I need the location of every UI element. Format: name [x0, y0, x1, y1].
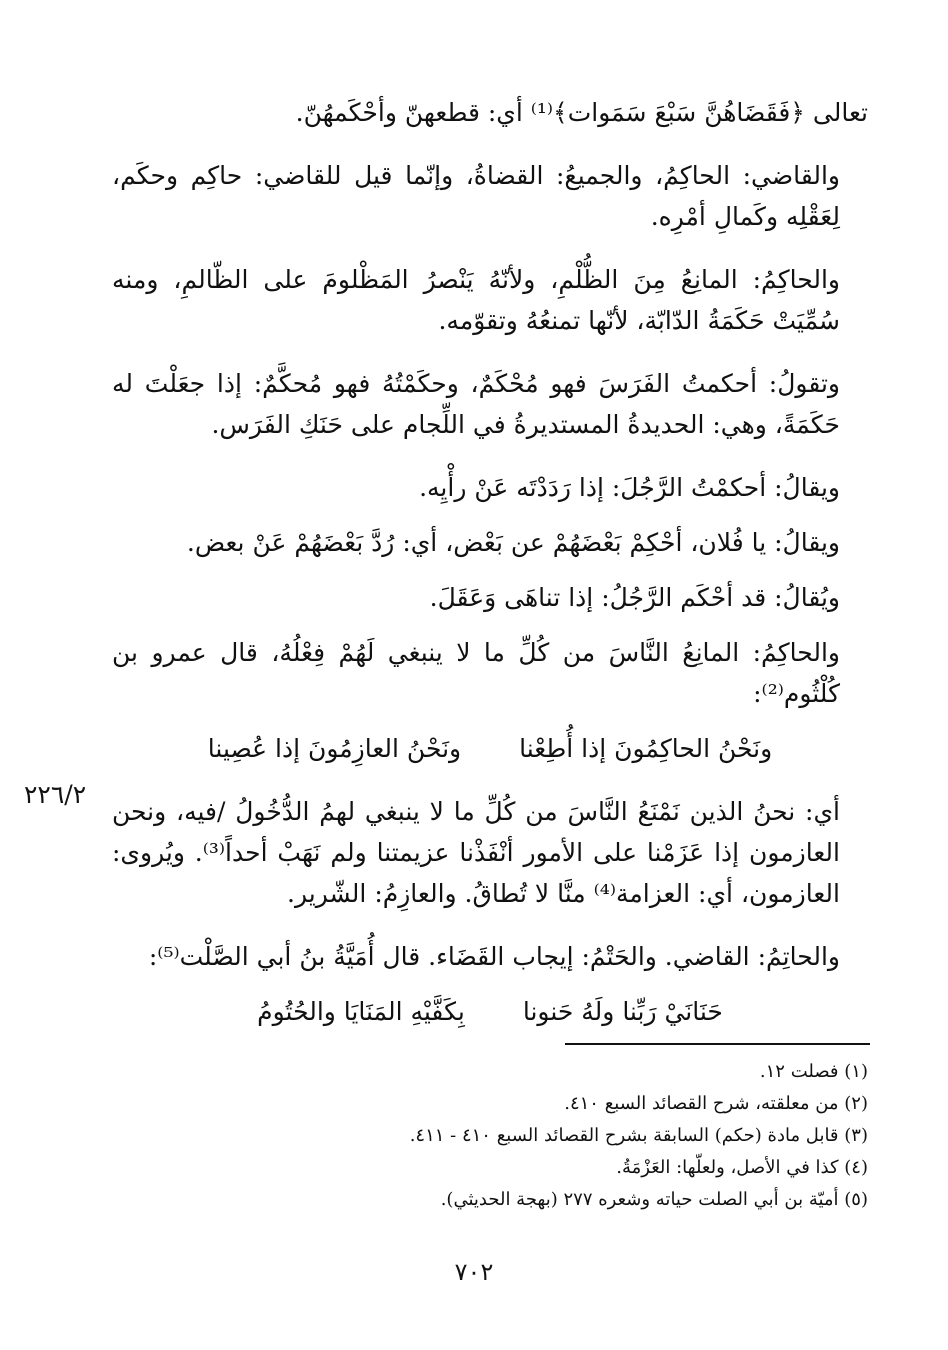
- verse-2: [112, 991, 868, 1032]
- paragraph-6: ويقالُ: يا فُلان، أحْكِمْ بَعْضَهُمْ عن بَعْض، أي: رُدَّ بَعْضَهُمْ عَنْ بعض.: [186, 528, 840, 557]
- footnote-5: (٥) أميّة بن أبي الصلت حياته وشعره ٢٧٧ (بهجة الحديثي).: [440, 1189, 868, 1210]
- margin-page-reference: ٢٢٦/٢: [24, 780, 87, 809]
- main-text: [112, 92, 868, 1054]
- paragraph-1: تعالى ﴿فَقَضَاهُنَّ سَبْعَ سَمَوات﴾⁽¹⁾ أي: قطعهنّ وأحْكَمهُنّ.: [295, 98, 868, 127]
- paragraph-5: ويقالُ: أحكمْتُ الرَّجُلَ: إذا رَدَدْتَه عَنْ رأْيِه.: [419, 473, 840, 502]
- footnote-3: (٣) قابل مادة (حكم) السابقة بشرح القصائد السبع ٤١٠ - ٤١١.: [409, 1125, 868, 1146]
- paragraph-9: أي: نحنُ الذين نَمْنَعُ النَّاسَ من كُلِّ ما لا ينبغي لهمُ الدُّخُولُ /فيه، ونحن العازمون إذا عَزَمْنا على الأمور أنْفَذْنا عزيمتنا ولم نَهَبْ أحداً⁽³⁾. ويُروى: العازمون، أي: العزامة⁽⁴⁾ منَّا لا تُطاقُ. والعازِمُ: الشّرير.: [112, 797, 840, 908]
- paragraph-3: والحاكِمُ: المانِعُ مِنَ الظُّلْمِ، ولأنّهُ يَنْصرُ المَظْلومَ على الظّالمِ، ومنه سُمِّيَتْ حَكَمَةُ الدّابّة، لأنّها تمنعُهُ وتقوّمه.: [112, 265, 840, 335]
- paragraph-4: وتقولُ: أحكمتُ الفَرَسَ فهو مُحْكَمٌ، وحكَمْتُهُ فهو مُحكَّمٌ: إذا جعَلْتَ له حَكَمَةً، وهي: الحديدةُ المستديرةُ في اللِّجام على حَنَكِ الفَرَس.: [112, 369, 840, 439]
- footnote-4: (٤) كذا في الأصل، ولعلّها: العَزْمَةُ.: [616, 1157, 868, 1178]
- verse-1-first-hemistich: ونَحْنُ الحاكِمُونَ إذا أُطِعْنا: [519, 734, 773, 763]
- footnote-divider: [565, 1043, 870, 1045]
- verse-2-first-hemistich: حَنَانَيْ رَبِّنا ولَهُ حَنونا: [522, 997, 723, 1026]
- paragraph-10: والحاتِمُ: القاضي. والحَتْمُ: إيجاب القَضَاء. قال أُمَيَّةُ بنُ أبي الصَّلْت⁽⁵⁾:: [148, 942, 840, 971]
- paragraph-7: ويُقالُ: قد أحْكَم الرَّجُلُ: إذا تناهَى وَعَقَلَ.: [429, 583, 840, 612]
- footnotes: [360, 1056, 868, 1216]
- verse-2-second-hemistich: بِكَفَّيْهِ المَنَايَا والحُتُومُ: [257, 997, 465, 1026]
- paragraph-8: والحاكِمُ: المانِعُ النَّاسَ من كُلِّ ما لا ينبغي لَهُمْ فِعْلُهُ، قال عمرو بن كُلْثُوم⁽²⁾:: [112, 638, 840, 708]
- paragraph-2: والقاضي: الحاكِمُ، والجميعُ: القضاةُ، وإنّما قيل للقاضي: حاكِم وحكَم، لِعَقْلِه وكَمالِ أمْرِه.: [112, 161, 840, 231]
- verse-1: [112, 728, 868, 769]
- verse-1-second-hemistich: ونَحْنُ العازِمُونَ إذا عُصِينا: [207, 734, 462, 763]
- page-number: ٧٠٢: [454, 1258, 494, 1286]
- footnote-2: (٢) من معلقته، شرح القصائد السبع ٤١٠.: [564, 1093, 868, 1114]
- footnote-1: (١) فصلت ١٢.: [759, 1061, 868, 1082]
